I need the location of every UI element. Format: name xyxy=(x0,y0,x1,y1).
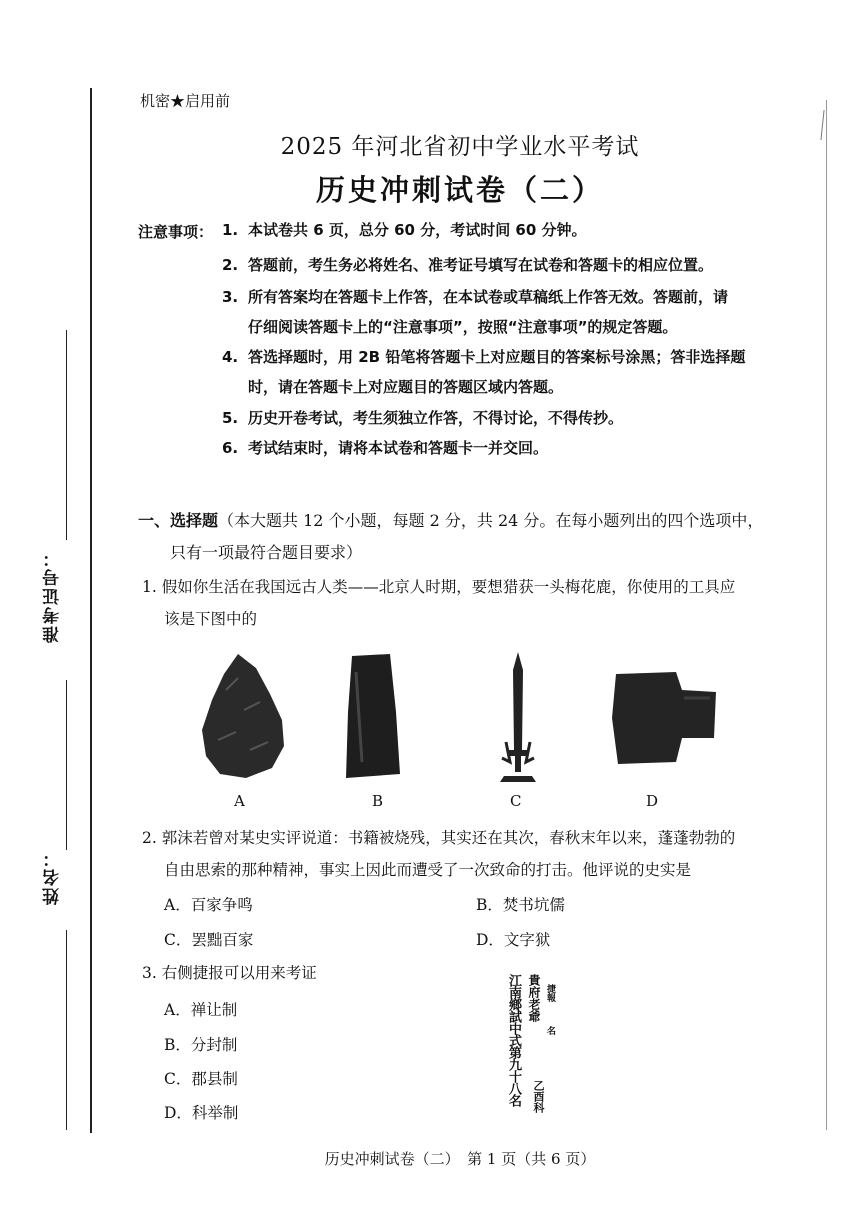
page-footer: 历史冲刺试卷（二） 第 1 页（共 6 页） xyxy=(324,1150,596,1168)
admission-number-blank xyxy=(66,330,67,540)
section-heading: 一、选择题（本大题共 12 个小题，每题 2 分，共 24 分。在每小题列出的四个选项中， 只有一项最符合题目要求） xyxy=(138,511,764,562)
image-label-d: D xyxy=(646,792,659,810)
bronze-sword-image xyxy=(496,650,540,784)
admission-number-label: 准考证号： xyxy=(43,548,63,643)
notice-item: 4. 答选择题时，用 2B 铅笔将答题卡上对应题目的答案标号涂黑；答非选择题 xyxy=(222,348,746,366)
q3-option-c[interactable]: C．郡县制 xyxy=(164,1070,238,1088)
notice-item-cont: 仔细阅读答题卡上的“注意事项”，按照“注意事项”的规定答题。 xyxy=(248,318,678,336)
imperial-exam-bulletin-image: 江南鄉試中式第九十八名 貴府老爺 捷報 名 乙酉科 xyxy=(506,974,555,1113)
q3-option-a[interactable]: A．禅让制 xyxy=(164,1001,238,1019)
iron-hoe-image xyxy=(610,668,720,768)
notice-item: 1. 本试卷共 6 页，总分 60 分，考试时间 60 分钟。 xyxy=(222,221,587,239)
q2-option-b[interactable]: B．焚书坑儒 xyxy=(476,896,565,914)
admission-number-blank-2 xyxy=(66,680,67,850)
q2-option-d[interactable]: D．文字狱 xyxy=(476,931,551,949)
image-label-a: A xyxy=(234,792,245,810)
exam-title: 2025 年河北省初中学业水平考试 xyxy=(280,134,640,160)
notice-item-cont: 时，请在答题卡上对应题目的答题区域内答题。 xyxy=(248,378,564,396)
notice-item: 2. 答题前，考生务必将姓名、准考证号填写在试卷和答题卡的相应位置。 xyxy=(222,256,714,274)
notice-item: 6. 考试结束时，请将本试卷和答题卡一并交回。 xyxy=(222,439,549,457)
question-3: 3. 右侧捷报可以用来考证 xyxy=(142,964,317,982)
q2-option-a[interactable]: A．百家争鸣 xyxy=(164,896,253,914)
q3-option-b[interactable]: B．分封制 xyxy=(164,1036,238,1054)
confidential-mark: 机密★启用前 xyxy=(140,92,231,110)
name-label: 姓名： xyxy=(43,848,63,905)
image-label-c: C xyxy=(510,792,522,810)
question-2: 2. 郭沫若曾对某史实评说道：书籍被烧残，其实还在其次，春秋末年以来，蓬蓬勃勃的 自由思索的那种精神，事实上因此而遭受了一次致命的打击。他评说的史实是 xyxy=(142,829,736,879)
image-label-b: B xyxy=(372,792,384,810)
notice-item: 5. 历史开卷考试，考生须独立作答，不得讨论，不得传抄。 xyxy=(222,409,624,427)
polished-stone-axe-image xyxy=(342,652,402,780)
paper-title: 历史冲刺试卷（二） xyxy=(315,173,604,207)
notice-label: 注意事项： xyxy=(138,223,214,241)
q3-option-d[interactable]: D．科举制 xyxy=(164,1104,239,1122)
question-1: 1. 假如你生活在我国远古人类——北京人时期，要想猎获一头梅花鹿，你使用的工具应 该是下图中的 xyxy=(142,578,736,628)
name-blank xyxy=(66,930,67,1130)
notice-item: 3. 所有答案均在答题卡上作答，在本试卷或草稿纸上作答无效。答题前，请 xyxy=(222,288,729,306)
q2-option-c[interactable]: C．罢黜百家 xyxy=(164,931,254,949)
right-edge-line xyxy=(826,100,827,1130)
chipped-stone-tool-image xyxy=(198,650,288,780)
binding-line xyxy=(90,88,92,1133)
